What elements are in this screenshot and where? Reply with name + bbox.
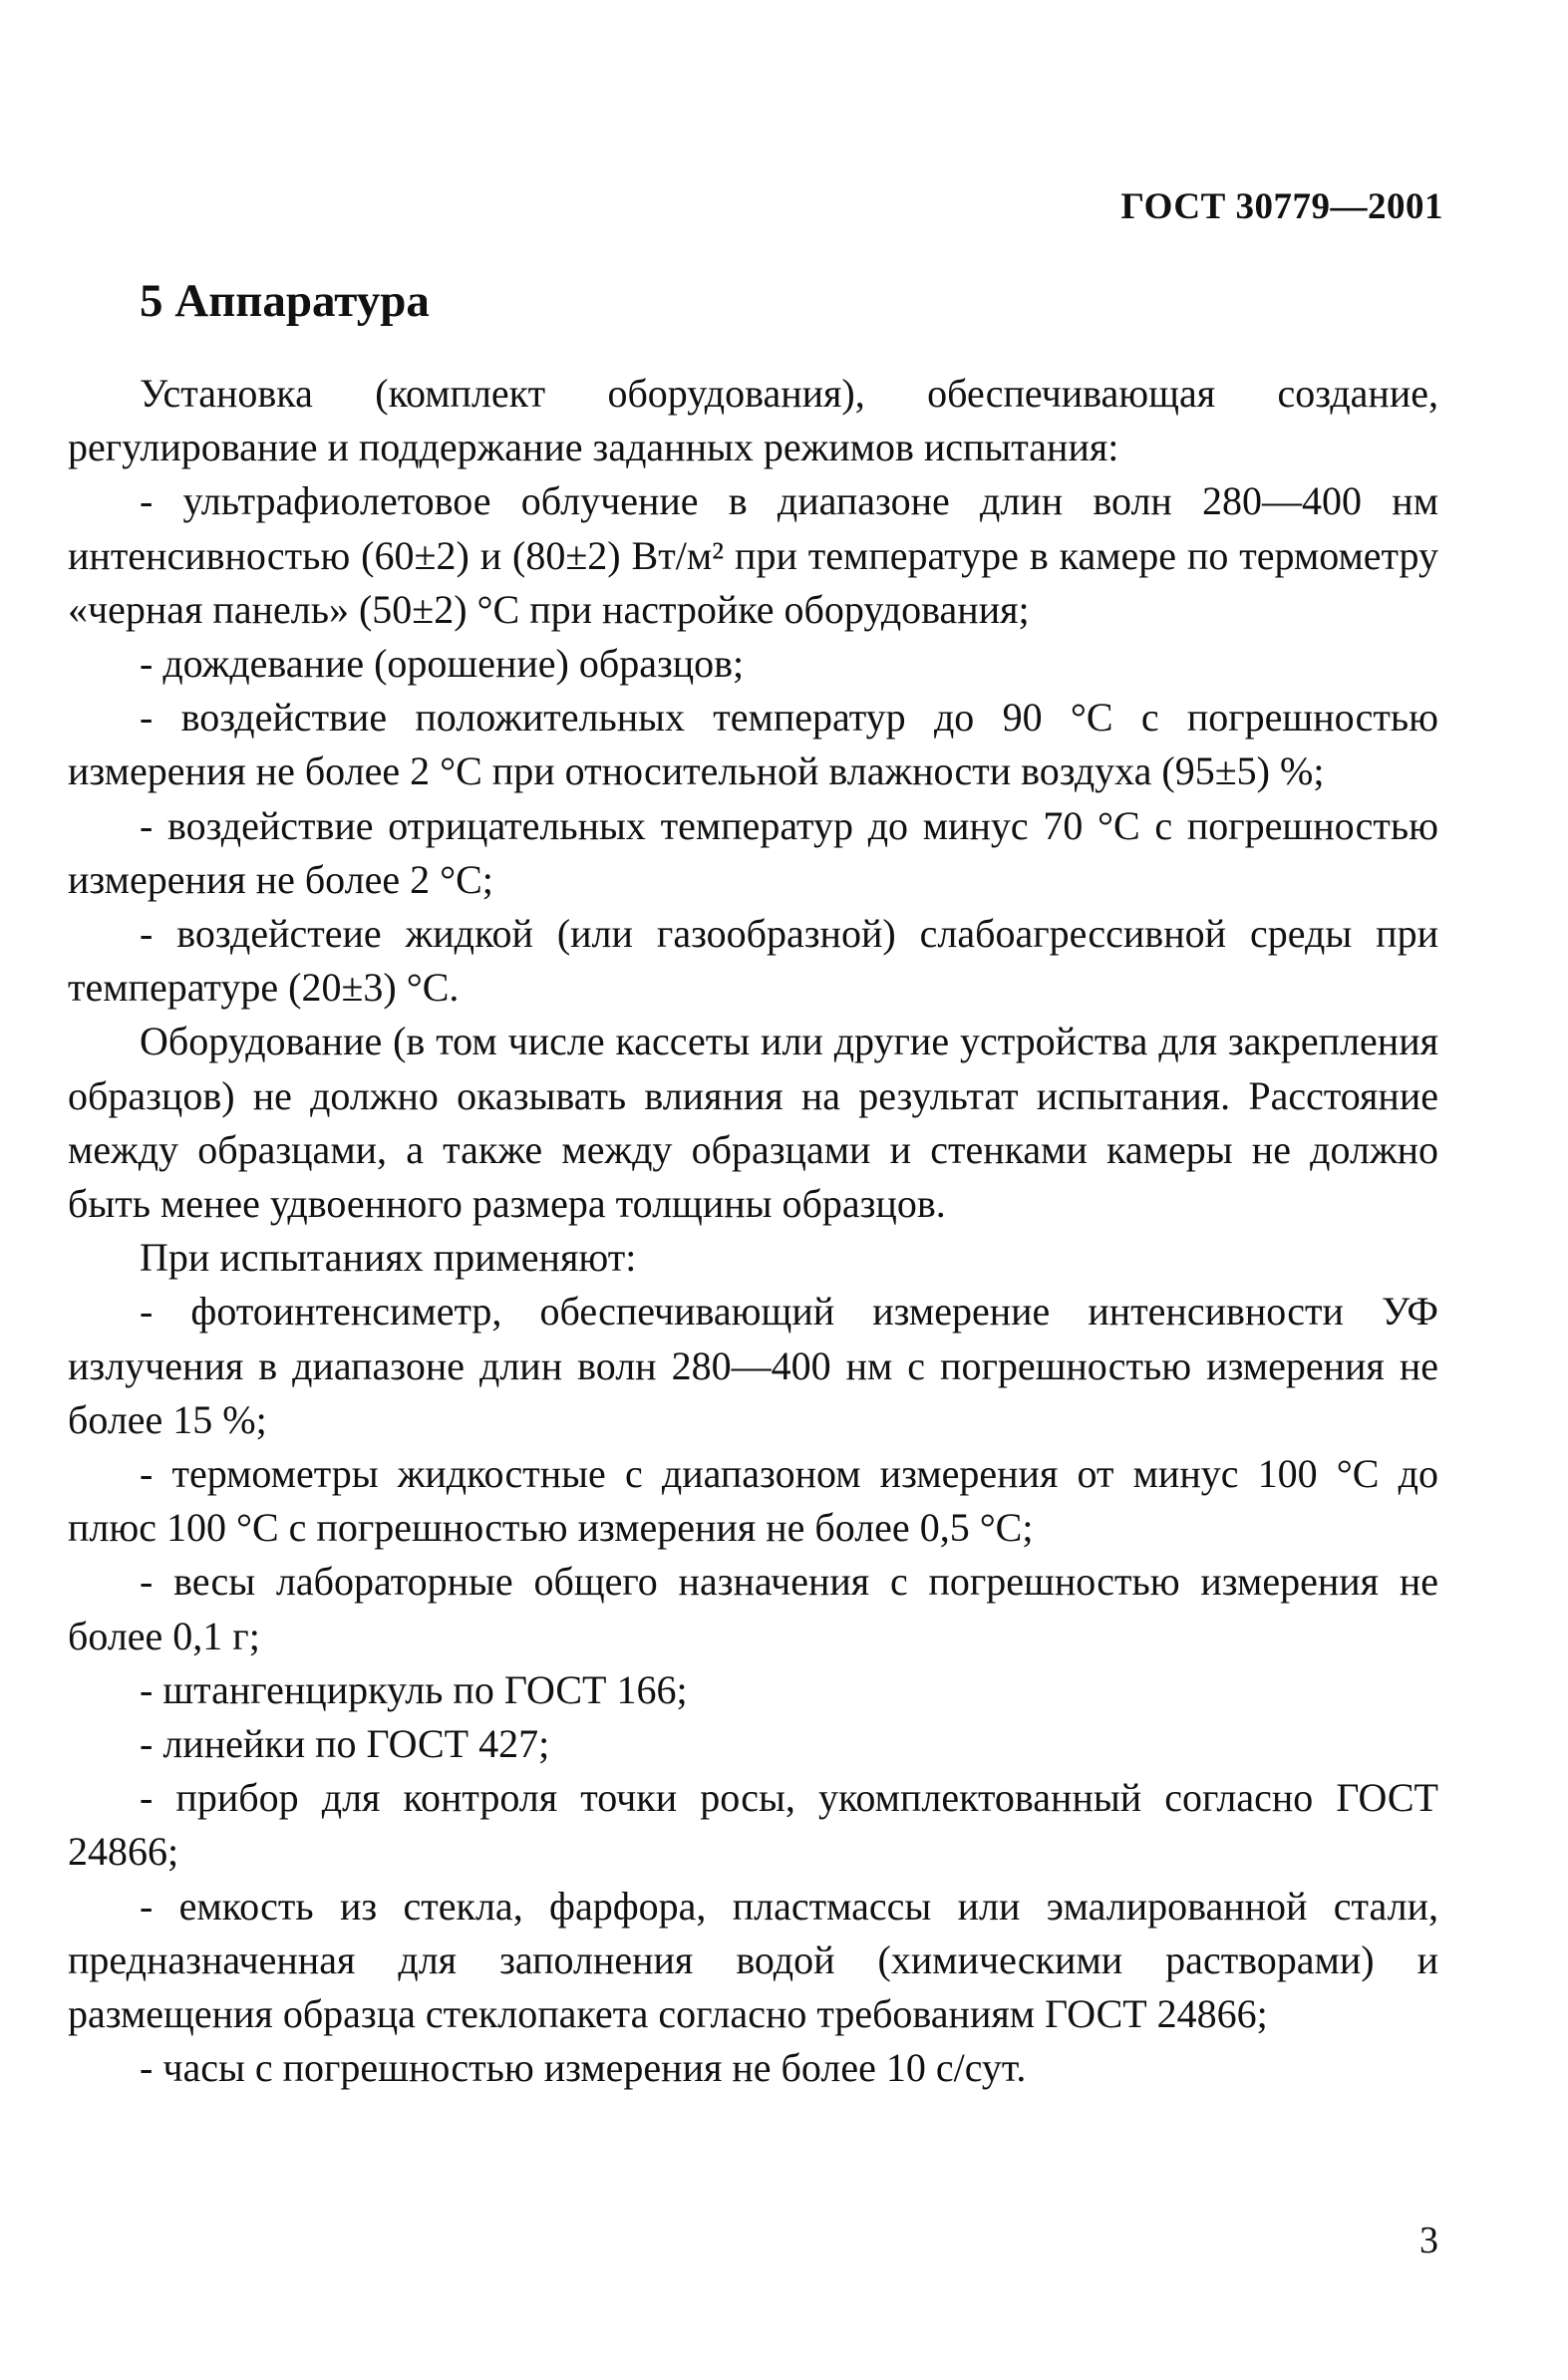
list-item-positive-temperatures: - воздействие положительных температур до 90 °С с погрешностью измерения не более 2 °С при относительной влажности воздуха (95±5) %; — [68, 695, 1438, 794]
list-item-thermometers: - термометры жидкостные с диапазоном измерения от минус 100 °С до плюс 100 °С с погрешностью измерения не более 0,5 °С; — [68, 1451, 1438, 1551]
list-item-negative-temperatures: - воздействие отрицательных температур до минус 70 °С с погрешностью измерения не более 2 °С; — [68, 802, 1438, 902]
list-item-photointensimeter: - фотоинтенсиметр, обеспечивающий измерение интенсивности УФ излучения в диапазоне длин волн 280—400 нм с погрешностью измерения не более 15 %; — [68, 1289, 1438, 1442]
page-number: 3 — [1419, 2220, 1438, 2261]
list-item-caliper: - штангенциркуль по ГОСТ 166; — [140, 1666, 688, 1712]
list-item-rulers: - линейки по ГОСТ 427; — [140, 1721, 550, 1767]
list-item-uv-irradiation: - ультрафиолетовое облучение в диапазоне длин волн 280—400 нм интенсивностью (60±2) и (80±2) Вт/м² при температуре в камере по термометру «черная панель» (50±2) °С при настройке оборудования; — [68, 478, 1438, 632]
list-item-container: - емкость из стекла, фарфора, пластмассы или эмалированной стали, предназначенная для заполнения водой (химическими растворами) и размещения образца стеклопакета согласно требованиям ГОСТ 24866; — [68, 1883, 1438, 2037]
list-item-aggressive-medium: - воздейстеие жидкой (или газообразной) слабоагрессивной среды при температуре (20±3) °С. — [68, 911, 1438, 1011]
list-item-dew-point-device: - прибор для контроля точки росы, укомплектованный согласно ГОСТ 24866; — [68, 1775, 1438, 1875]
list-item-sprinkling: - дождевание (орошение) образцов; — [140, 641, 745, 687]
paragraph-installation: Установка (комплект оборудования), обеспечивающая создание, регулирование и поддержание заданных режимов испытания: — [68, 371, 1438, 470]
paragraph-applied-instruments: При испытаниях применяют: — [140, 1235, 637, 1281]
section-title: 5 Аппаратура — [140, 275, 430, 327]
list-item-scales: - весы лабораторные общего назначения с погрешностью измерения не более 0,1 г; — [68, 1559, 1438, 1658]
paragraph-equipment-requirements: Оборудование (в том числе кассеты или другие устройства для закрепления образцов) не должно оказывать влияния на результат испытания. Расстояние между образцами, а также между образцами и стенками камеры не должно быть менее удвоенного размера толщины образцов. — [68, 1019, 1438, 1227]
standard-code-header: ГОСТ 30779—2001 — [1120, 186, 1443, 227]
section-body — [68, 367, 1438, 2096]
list-item-clock: - часы с погрешностью измерения не более 10 с/сут. — [140, 2045, 1027, 2091]
